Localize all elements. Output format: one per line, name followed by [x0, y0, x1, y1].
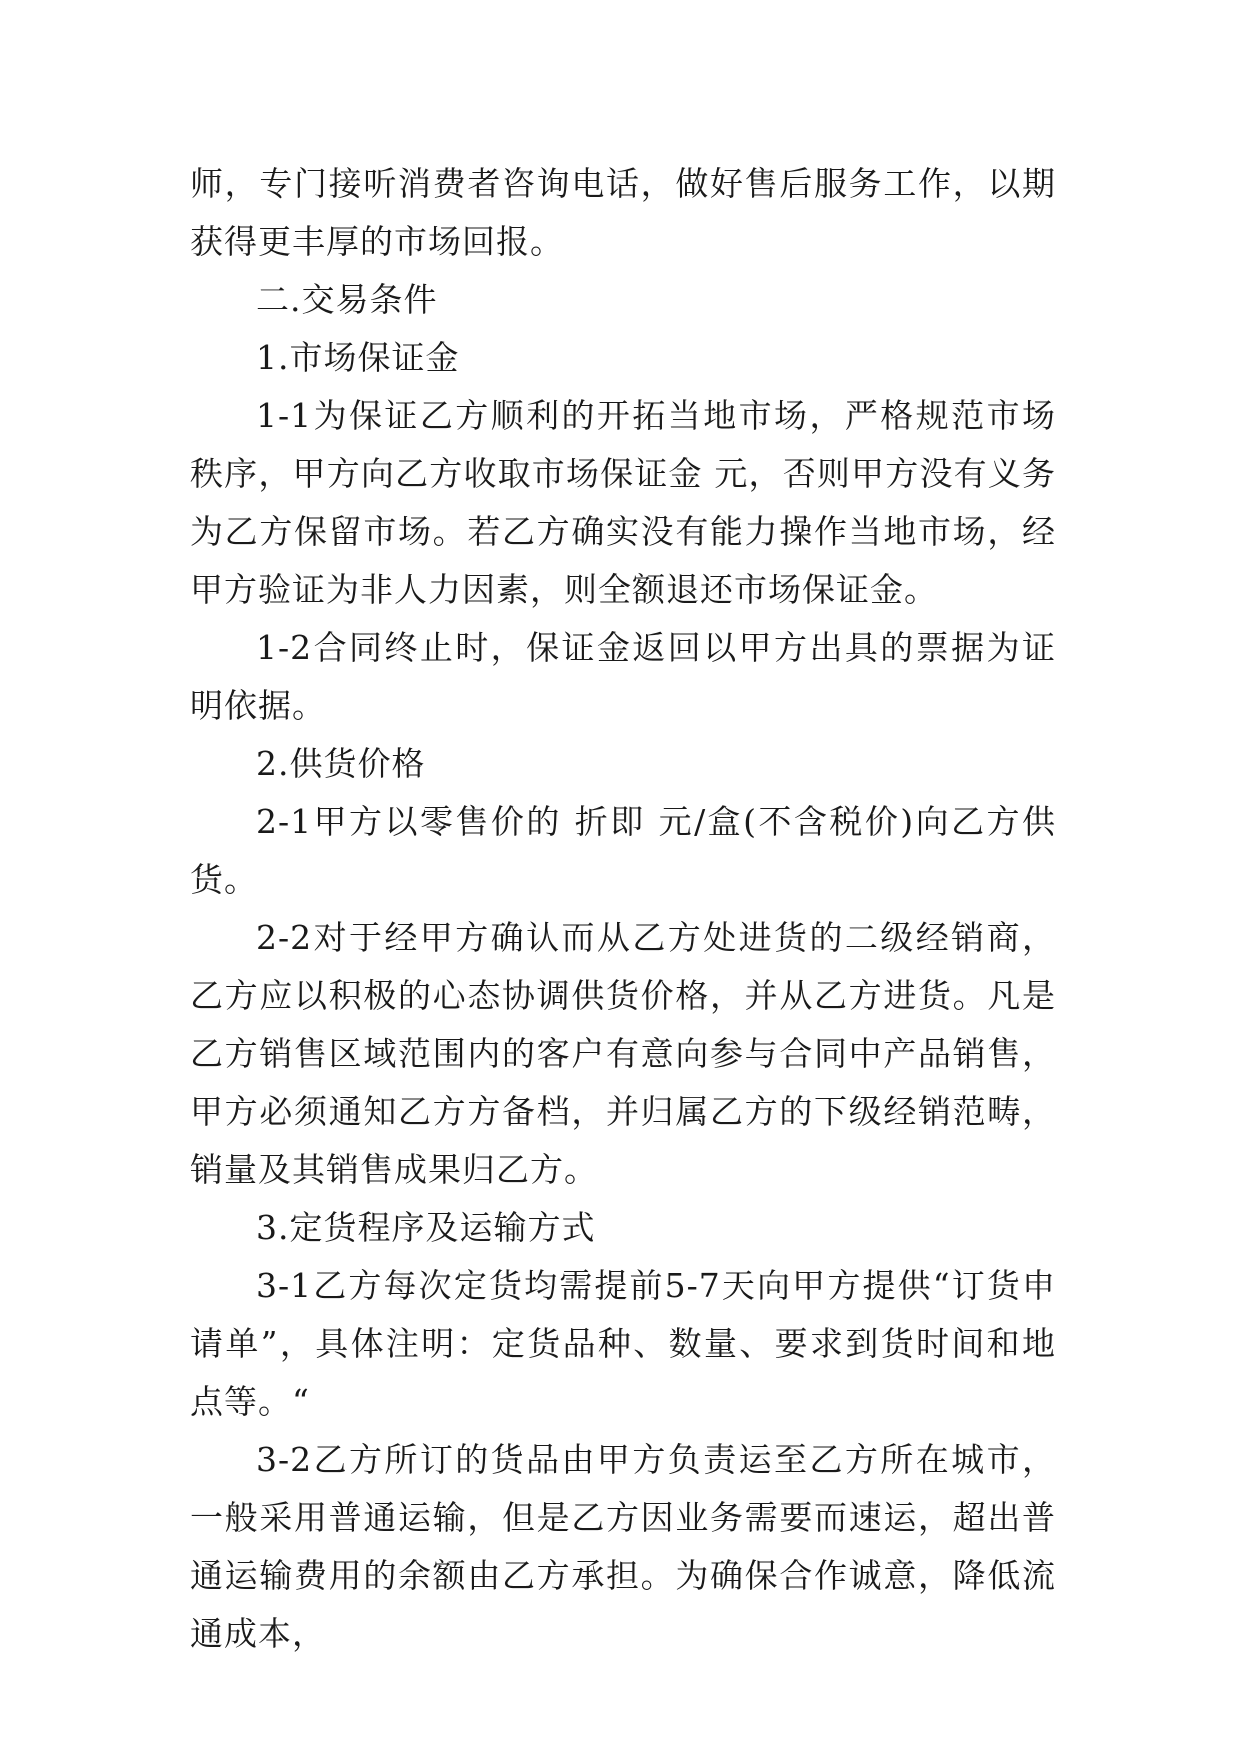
heading-supply-price: 2.供货价格 — [256, 744, 426, 783]
clause-2-1: 2-1甲方以零售价的 折即 元/盒(不含税价)向乙方供货。 — [190, 802, 1056, 899]
heading-trade-conditions: 二.交易条件 — [256, 280, 438, 319]
clause-3-2: 3-2乙方所订的货品由甲方负责运至乙方所在城市，一般采用普通运输，但是乙方因业务需要而速运，超出普通运输费用的余额由乙方承担。为确保合作诚意，降低流通成本， — [190, 1440, 1056, 1653]
clause-1-1: 1-1为保证乙方顺利的开拓当地市场，严格规范市场秩序，甲方向乙方收取市场保证金 元，否则甲方没有义务为乙方保留市场。若乙方确实没有能力操作当地市场，经甲方验证为非人力因素，则全额退还市场保证金。 — [190, 396, 1056, 609]
paragraph-service-continued: 师，专门接听消费者咨询电话，做好售后服务工作，以期获得更丰厚的市场回报。 — [190, 164, 1056, 261]
clause-2-2: 2-2对于经甲方确认而从乙方处进货的二级经销商，乙方应以积极的心态协调供货价格，并从乙方进货。凡是乙方销售区域范围内的客户有意向参与合同中产品销售，甲方必须通知乙方方备档，并归属乙方的下级经销范畴，销量及其销售成果归乙方。 — [190, 918, 1056, 1189]
heading-market-deposit: 1.市场保证金 — [256, 338, 460, 377]
clause-1-2: 1-2合同终止时，保证金返回以甲方出具的票据为证明依据。 — [190, 628, 1056, 725]
document-body — [190, 155, 1056, 1663]
clause-3-1: 3-1乙方每次定货均需提前5-7天向甲方提供“订货申请单”，具体注明：定货品种、数量、要求到货时间和地点等。“ — [190, 1266, 1056, 1421]
heading-order-transport: 3.定货程序及运输方式 — [256, 1208, 596, 1247]
